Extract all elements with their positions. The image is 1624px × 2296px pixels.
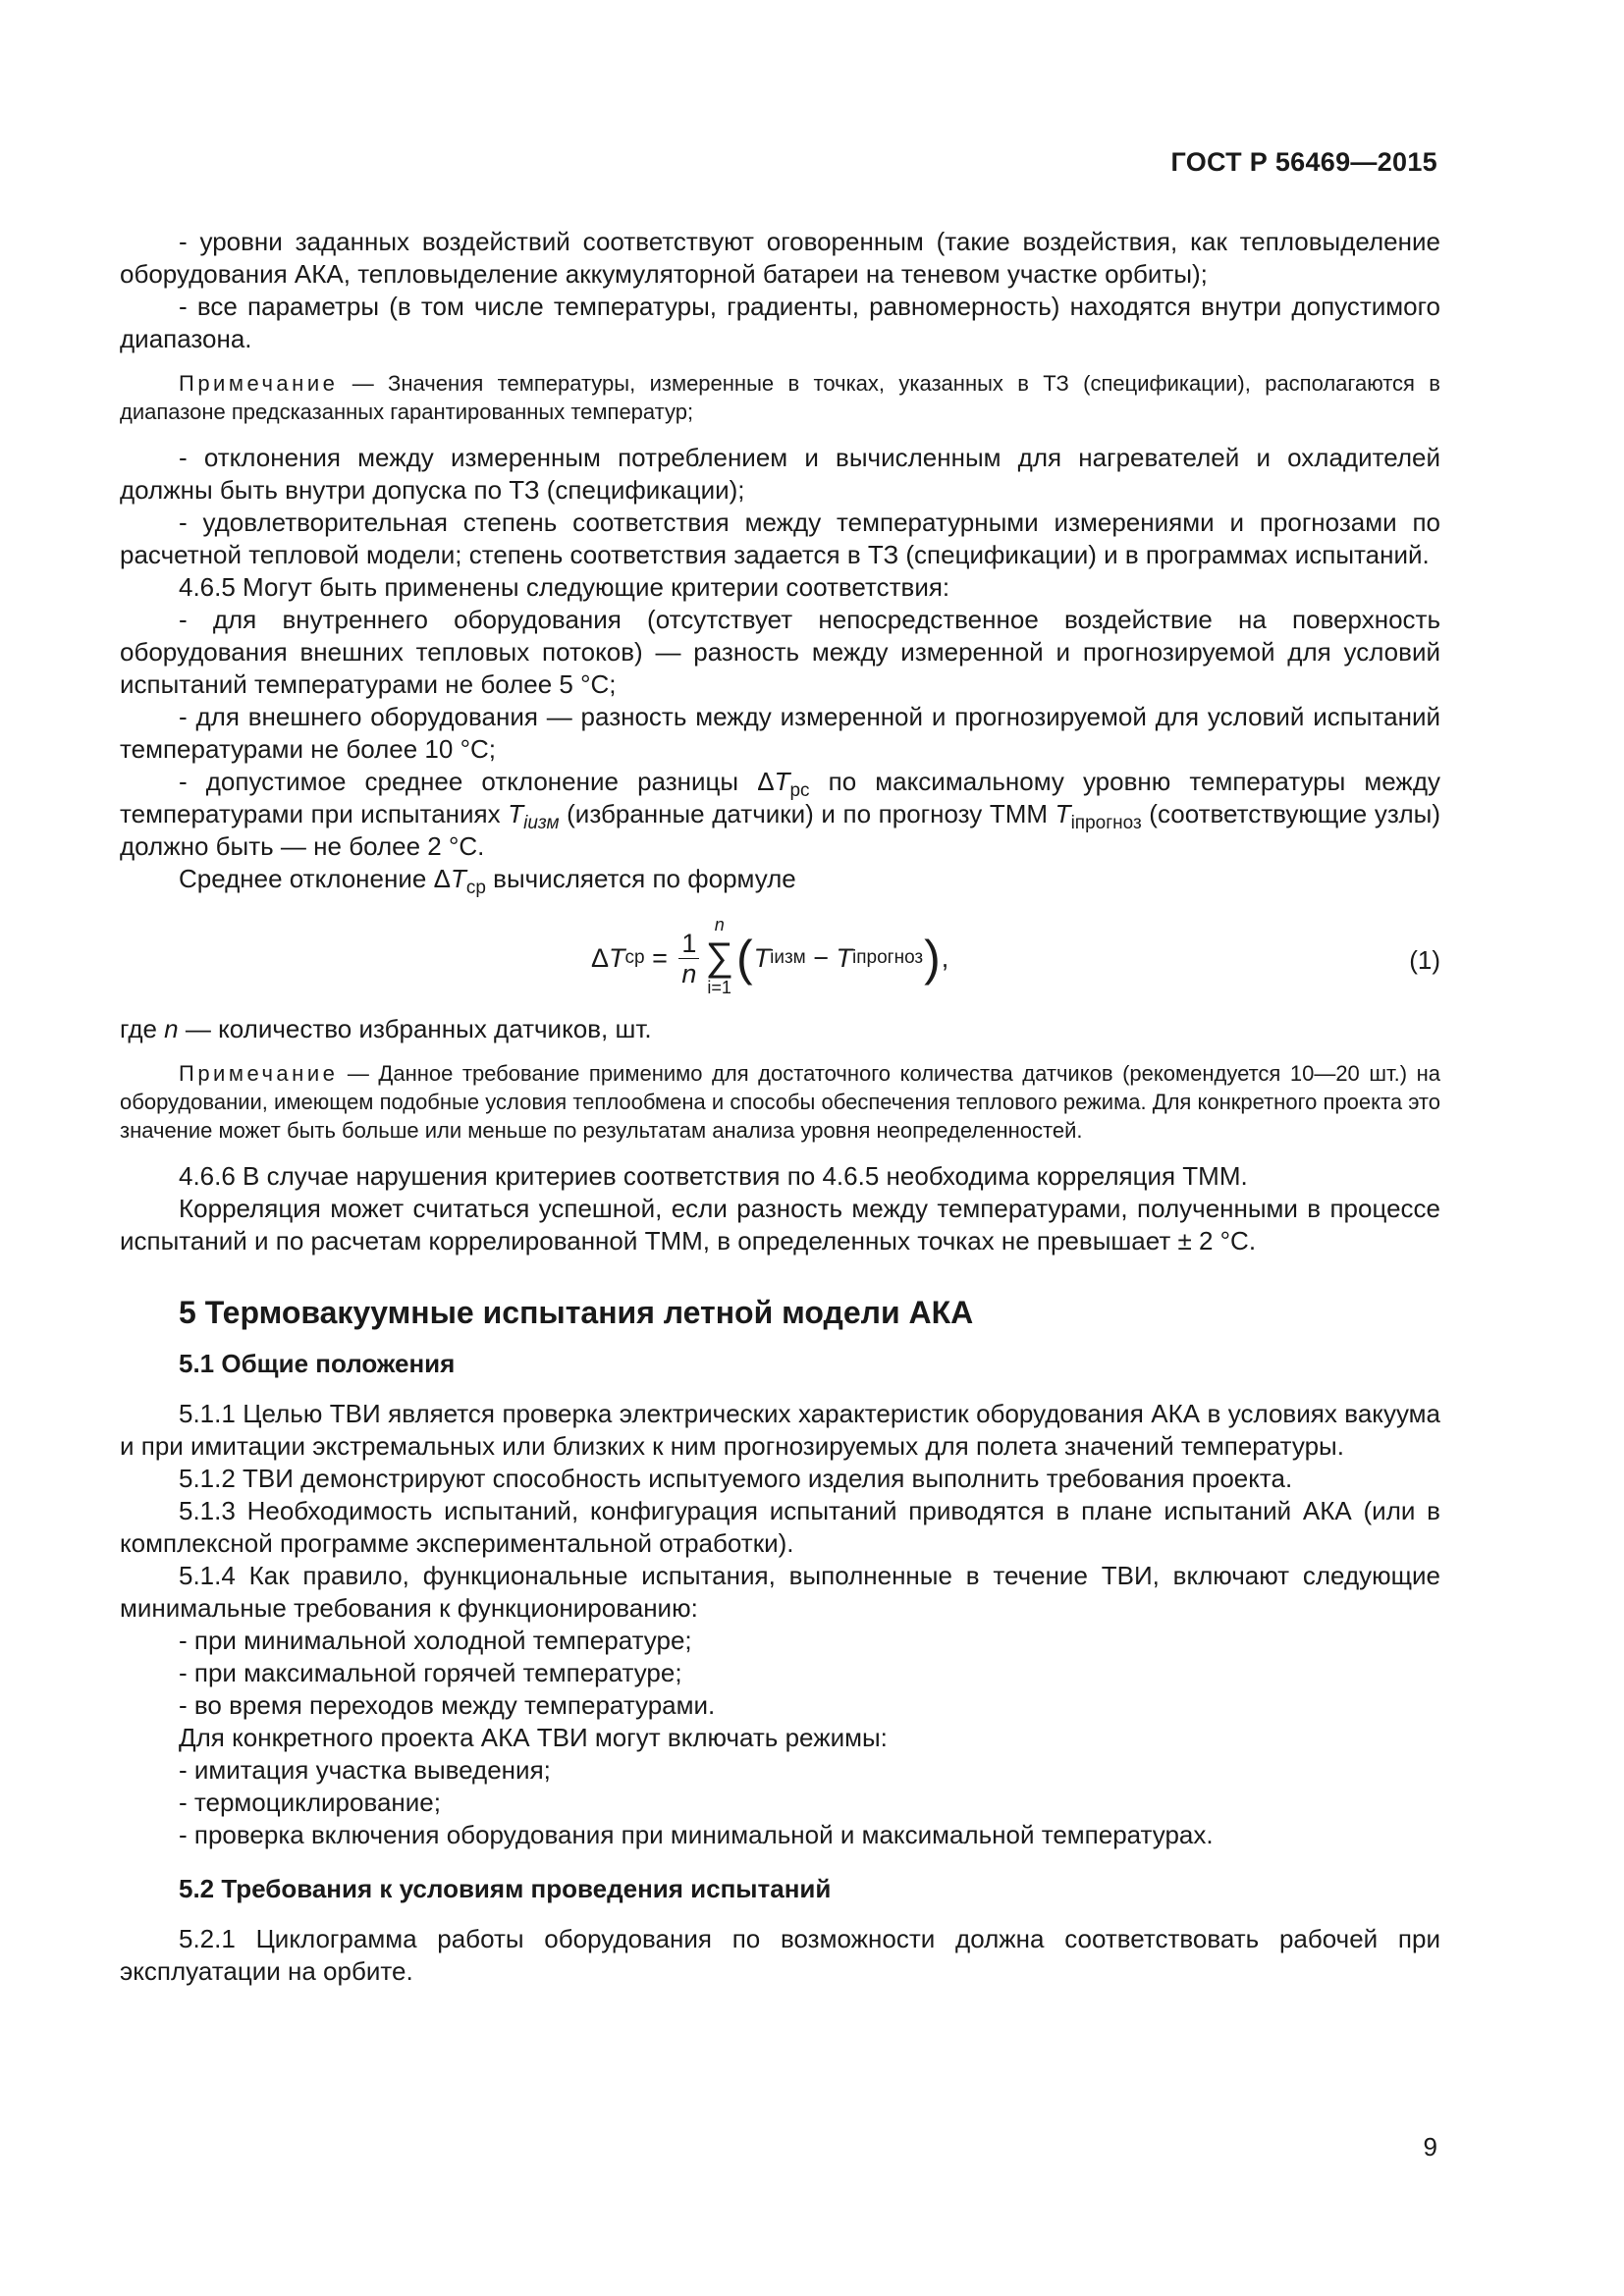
note — [120, 1059, 1440, 1145]
formula-expression: Δ T ср = $\frac{1}{n}$ n ∑ i=1 ( T iизм − T iпрогноз ) , — [591, 911, 948, 1005]
paragraph: 5.2.1 Циклограмма работы оборудования по возможности должна соответствовать рабочей при эксплуатации на орбите. — [120, 1924, 1440, 1986]
list-item: - при максимальной горячей температуре; — [179, 1658, 682, 1687]
paragraph: - для внутреннего оборудования (отсутствует непосредственное воздействие на поверхность оборудования внешних тепловых потоков) — разность между измеренной и прогнозируемой для условий испытаний температурами не более 5 °C; — [120, 605, 1440, 699]
paragraph: 5.1.1 Целью ТВИ является проверка электрических характеристик оборудования АКА в условиях вакуума и при имитации экстремальных или близких к ним прогнозируемых для полета значений температуры. — [120, 1399, 1440, 1461]
paragraph: - все параметры (в том числе температуры, градиенты, равномерность) находятся внутри допустимого диапазона. — [120, 292, 1440, 353]
paragraph: - отклонения между измеренным потреблением и вычисленным для нагревателей и охладителей должны быть внутри допуска по ТЗ (спецификации); — [120, 443, 1440, 505]
sum-operator: n ∑ i=1 — [705, 915, 733, 997]
paragraph-where: где n — количество избранных датчиков, шт. — [120, 1014, 652, 1043]
paragraph: Корреляция может считаться успешной, если разность между температурами, полученными в процессе испытаний и по расчетам коррелированной ТММ, в определенных точках не превышает ± 2 °C. — [120, 1194, 1440, 1255]
note-text: — Данное требование применимо для достаточного количества датчиков (рекомендуется 10—20 шт.) на оборудовании, имеющем подобные условия теплообмена и способы обеспечения теплового режима. Для конкретного проекта это значение может быть больше или меньше по результатам анализа уровня неопределенностей. — [120, 1061, 1440, 1143]
fraction: $\frac{1}{n}$ — [678, 929, 699, 988]
paragraph: 5.1.3 Необходимость испытаний, конфигурация испытаний приводятся в плане испытаний АКА (или в комплексной программе экспериментальной отработки). — [120, 1496, 1440, 1558]
note-label: Примечание — [179, 371, 339, 396]
note-text: — Значения температуры, измеренные в точках, указанных в ТЗ (спецификации), располагаются в диапазоне предсказанных гарантированных температур; — [120, 371, 1440, 424]
page-number: 9 — [1423, 2132, 1437, 2162]
list-item: - при минимальной холодной температуре; — [179, 1626, 692, 1655]
paragraph-formula-intro: Среднее отклонение $\Delta T_{ср}$ вычисляется по формуле — [179, 864, 796, 898]
paragraph-criterion: - допустимое среднее отклонение разницы $\Delta T_{рс}$ по максимальному уровню температуры между температурами при испытаниях $T_{iизм}$ (избранные датчики) и по прогнозу ТММ $T_{iпрогноз}$ (соответствующие узлы) должно быть — не более 2 °C. — [120, 767, 1440, 861]
formula-1 — [120, 905, 1440, 1007]
paragraph: 5.1.4 Как правило, функциональные испытания, выполненные в течение ТВИ, включают следующие минимальные требования к функционированию: — [120, 1561, 1440, 1623]
list-item: - имитация участка выведения; — [179, 1755, 551, 1785]
document-header: ГОСТ Р 56469—2015 — [1170, 147, 1437, 177]
list-item: - термоциклирование; — [179, 1788, 441, 1817]
paragraph: - для внешнего оборудования — разность между измеренной и прогнозируемой для условий испытаний температурами не более 10 °C; — [120, 702, 1440, 764]
paragraph: 4.6.6 В случае нарушения критериев соответствия по 4.6.5 необходима корреляция ТММ. — [179, 1161, 1248, 1191]
document-body — [120, 226, 1440, 1988]
paragraph: 4.6.5 Могут быть применены следующие критерии соответствия: — [179, 572, 950, 602]
paragraph: - удовлетворительная степень соответствия между температурными измерениями и прогнозами по расчетной тепловой модели; степень соответствия задается в ТЗ (спецификации) и в программах испытаний. — [120, 507, 1440, 569]
note — [120, 369, 1440, 426]
list-item: - во время переходов между температурами. — [179, 1690, 716, 1720]
subsection-heading: 5.2 Требования к условиям проведения испытаний — [179, 1874, 832, 1903]
subsection-heading: 5.1 Общие положения — [179, 1349, 456, 1378]
paragraph: 5.1.2 ТВИ демонстрируют способность испытуемого изделия выполнить требования проекта. — [179, 1464, 1293, 1493]
paragraph: Для конкретного проекта АКА ТВИ могут включать режимы: — [179, 1723, 888, 1752]
note-label: Примечание — [179, 1061, 339, 1086]
paragraph: - уровни заданных воздействий соответствуют оговоренным (такие воздействия, как тепловыделение оборудования АКА, тепловыделение аккумуляторной батареи на теневом участке орбиты); — [120, 227, 1440, 289]
formula-number: (1) — [1409, 945, 1440, 975]
list-item: - проверка включения оборудования при минимальной и максимальной температурах. — [179, 1820, 1214, 1849]
section-heading: 5 Термовакуумные испытания летной модели АКА — [179, 1295, 974, 1330]
